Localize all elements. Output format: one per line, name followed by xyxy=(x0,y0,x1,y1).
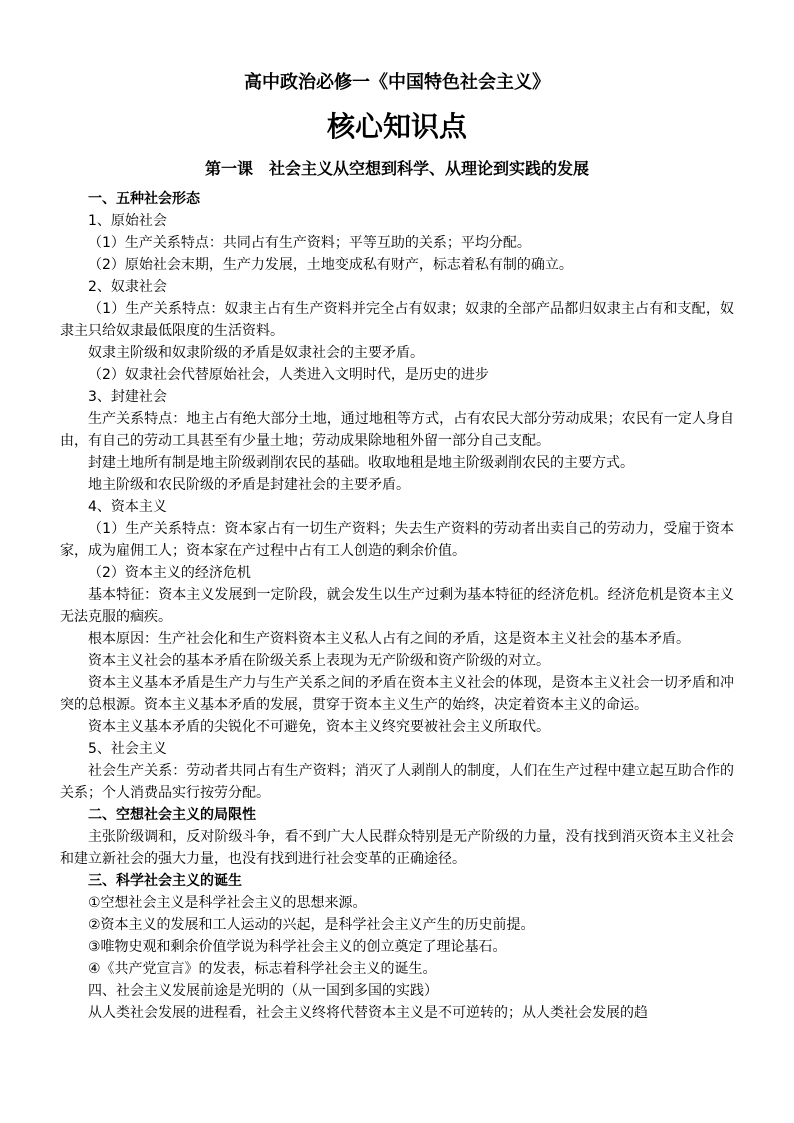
paragraph: 从人类社会发展的进程看，社会主义终将代替资本主义是不可逆转的；从人类社会发展的趋 xyxy=(88,1005,648,1021)
paragraph: ④《共产党宣言》的发表，标志着科学社会主义的诞生。 xyxy=(88,961,437,977)
paragraph: 资本主义社会的基本矛盾在阶级关系上表现为无产阶级和资产阶级的对立。 xyxy=(88,653,550,669)
section-heading: 三、科学社会主义的诞生 xyxy=(88,873,242,889)
paragraph: ③唯物史观和剩余价值学说为科学社会主义的创立奠定了理论基石。 xyxy=(88,939,507,955)
paragraph: 地主阶级和农民阶级的矛盾是封建社会的主要矛盾。 xyxy=(88,477,410,493)
document-body xyxy=(60,188,734,1024)
paragraph: 四、社会主义发展前途是光明的（从一国到多国的实践） xyxy=(88,983,438,999)
document-subtitle: 核心知识点 xyxy=(326,110,467,143)
paragraph: （1）生产关系特点：共同占有生产资料；平等互助的关系；平均分配。 xyxy=(88,235,531,251)
paragraph: 5、社会主义 xyxy=(88,741,167,757)
document-title: 高中政治必修一《中国特色社会主义》 xyxy=(244,72,550,93)
paragraph: 基本特征：资本主义发展到一定阶段，就会发生以生产过剩为基本特征的经济危机。经济危机是资本主义无法克服的痼疾。 xyxy=(60,587,734,625)
paragraph: ①空想社会主义是科学社会主义的思想来源。 xyxy=(88,895,367,911)
paragraph: 根本原因：生产社会化和生产资料资本主义私人占有之间的矛盾，这是资本主义社会的基本矛盾。 xyxy=(88,631,690,647)
paragraph: 奴隶主阶级和奴隶阶级的矛盾是奴隶社会的主要矛盾。 xyxy=(88,345,424,361)
paragraph: 封建土地所有制是地主阶级剥削农民的基础。收取地租是地主阶级剥削农民的主要方式。 xyxy=(88,455,634,471)
paragraph: ②资本主义的发展和工人运动的兴起，是科学社会主义产生的历史前提。 xyxy=(88,917,535,933)
paragraph: 2、奴隶社会 xyxy=(88,279,167,295)
paragraph: （1）生产关系特点：资本家占有一切生产资料；失去生产资料的劳动者出卖自己的劳动力，受雇于资本家，成为雇佣工人；资本家在产过程中占有工人创造的剩余价值。 xyxy=(60,521,734,559)
paragraph: 3、封建社会 xyxy=(88,389,167,405)
paragraph: 1、原始社会 xyxy=(88,213,167,229)
paragraph: 生产关系特点：地主占有绝大部分土地，通过地租等方式，占有农民大部分劳动成果；农民有一定人身自由，有自己的劳动工具甚至有少量土地；劳动成果除地租外留一部分自己支配。 xyxy=(60,411,734,449)
section-heading: 一、五种社会形态 xyxy=(88,191,200,207)
paragraph: （2）资本主义的经济危机 xyxy=(88,565,251,581)
paragraph: 资本主义基本矛盾是生产力与生产关系之间的矛盾在资本主义社会的体现，是资本主义社会一切矛盾和冲突的总根源。资本主义基本矛盾的发展，贯穿于资本主义生产的始终，决定着资本主义的命运。 xyxy=(60,675,734,713)
paragraph: （1）生产关系特点：奴隶主占有生产资料并完全占有奴隶；奴隶的全部产品都归奴隶主占有和支配，奴隶主只给奴隶最低限度的生活资料。 xyxy=(60,301,734,339)
paragraph: 资本主义基本矛盾的尖锐化不可避免，资本主义终究要被社会主义所取代。 xyxy=(88,719,550,735)
paragraph: 4、资本主义 xyxy=(88,499,167,515)
section-heading: 二、空想社会主义的局限性 xyxy=(88,807,256,823)
paragraph: 社会生产关系：劳动者共同占有生产资料；消灭了人剥削人的制度，人们在生产过程中建立起互助合作的关系；个人消费品实行按劳分配。 xyxy=(60,763,734,801)
paragraph: （2）奴隶社会代替原始社会，人类进入文明时代，是历史的进步 xyxy=(88,367,489,383)
paragraph: （2）原始社会末期，生产力发展，土地变成私有财产，标志着私有制的确立。 xyxy=(88,257,573,273)
lesson-heading: 第一课 社会主义从空想到科学、从理论到实践的发展 xyxy=(204,159,589,178)
paragraph: 主张阶级调和，反对阶级斗争，看不到广大人民群众特别是无产阶级的力量，没有找到消灭资本主义社会和建立新社会的强大力量，也没有找到进行社会变革的正确途径。 xyxy=(60,829,734,867)
